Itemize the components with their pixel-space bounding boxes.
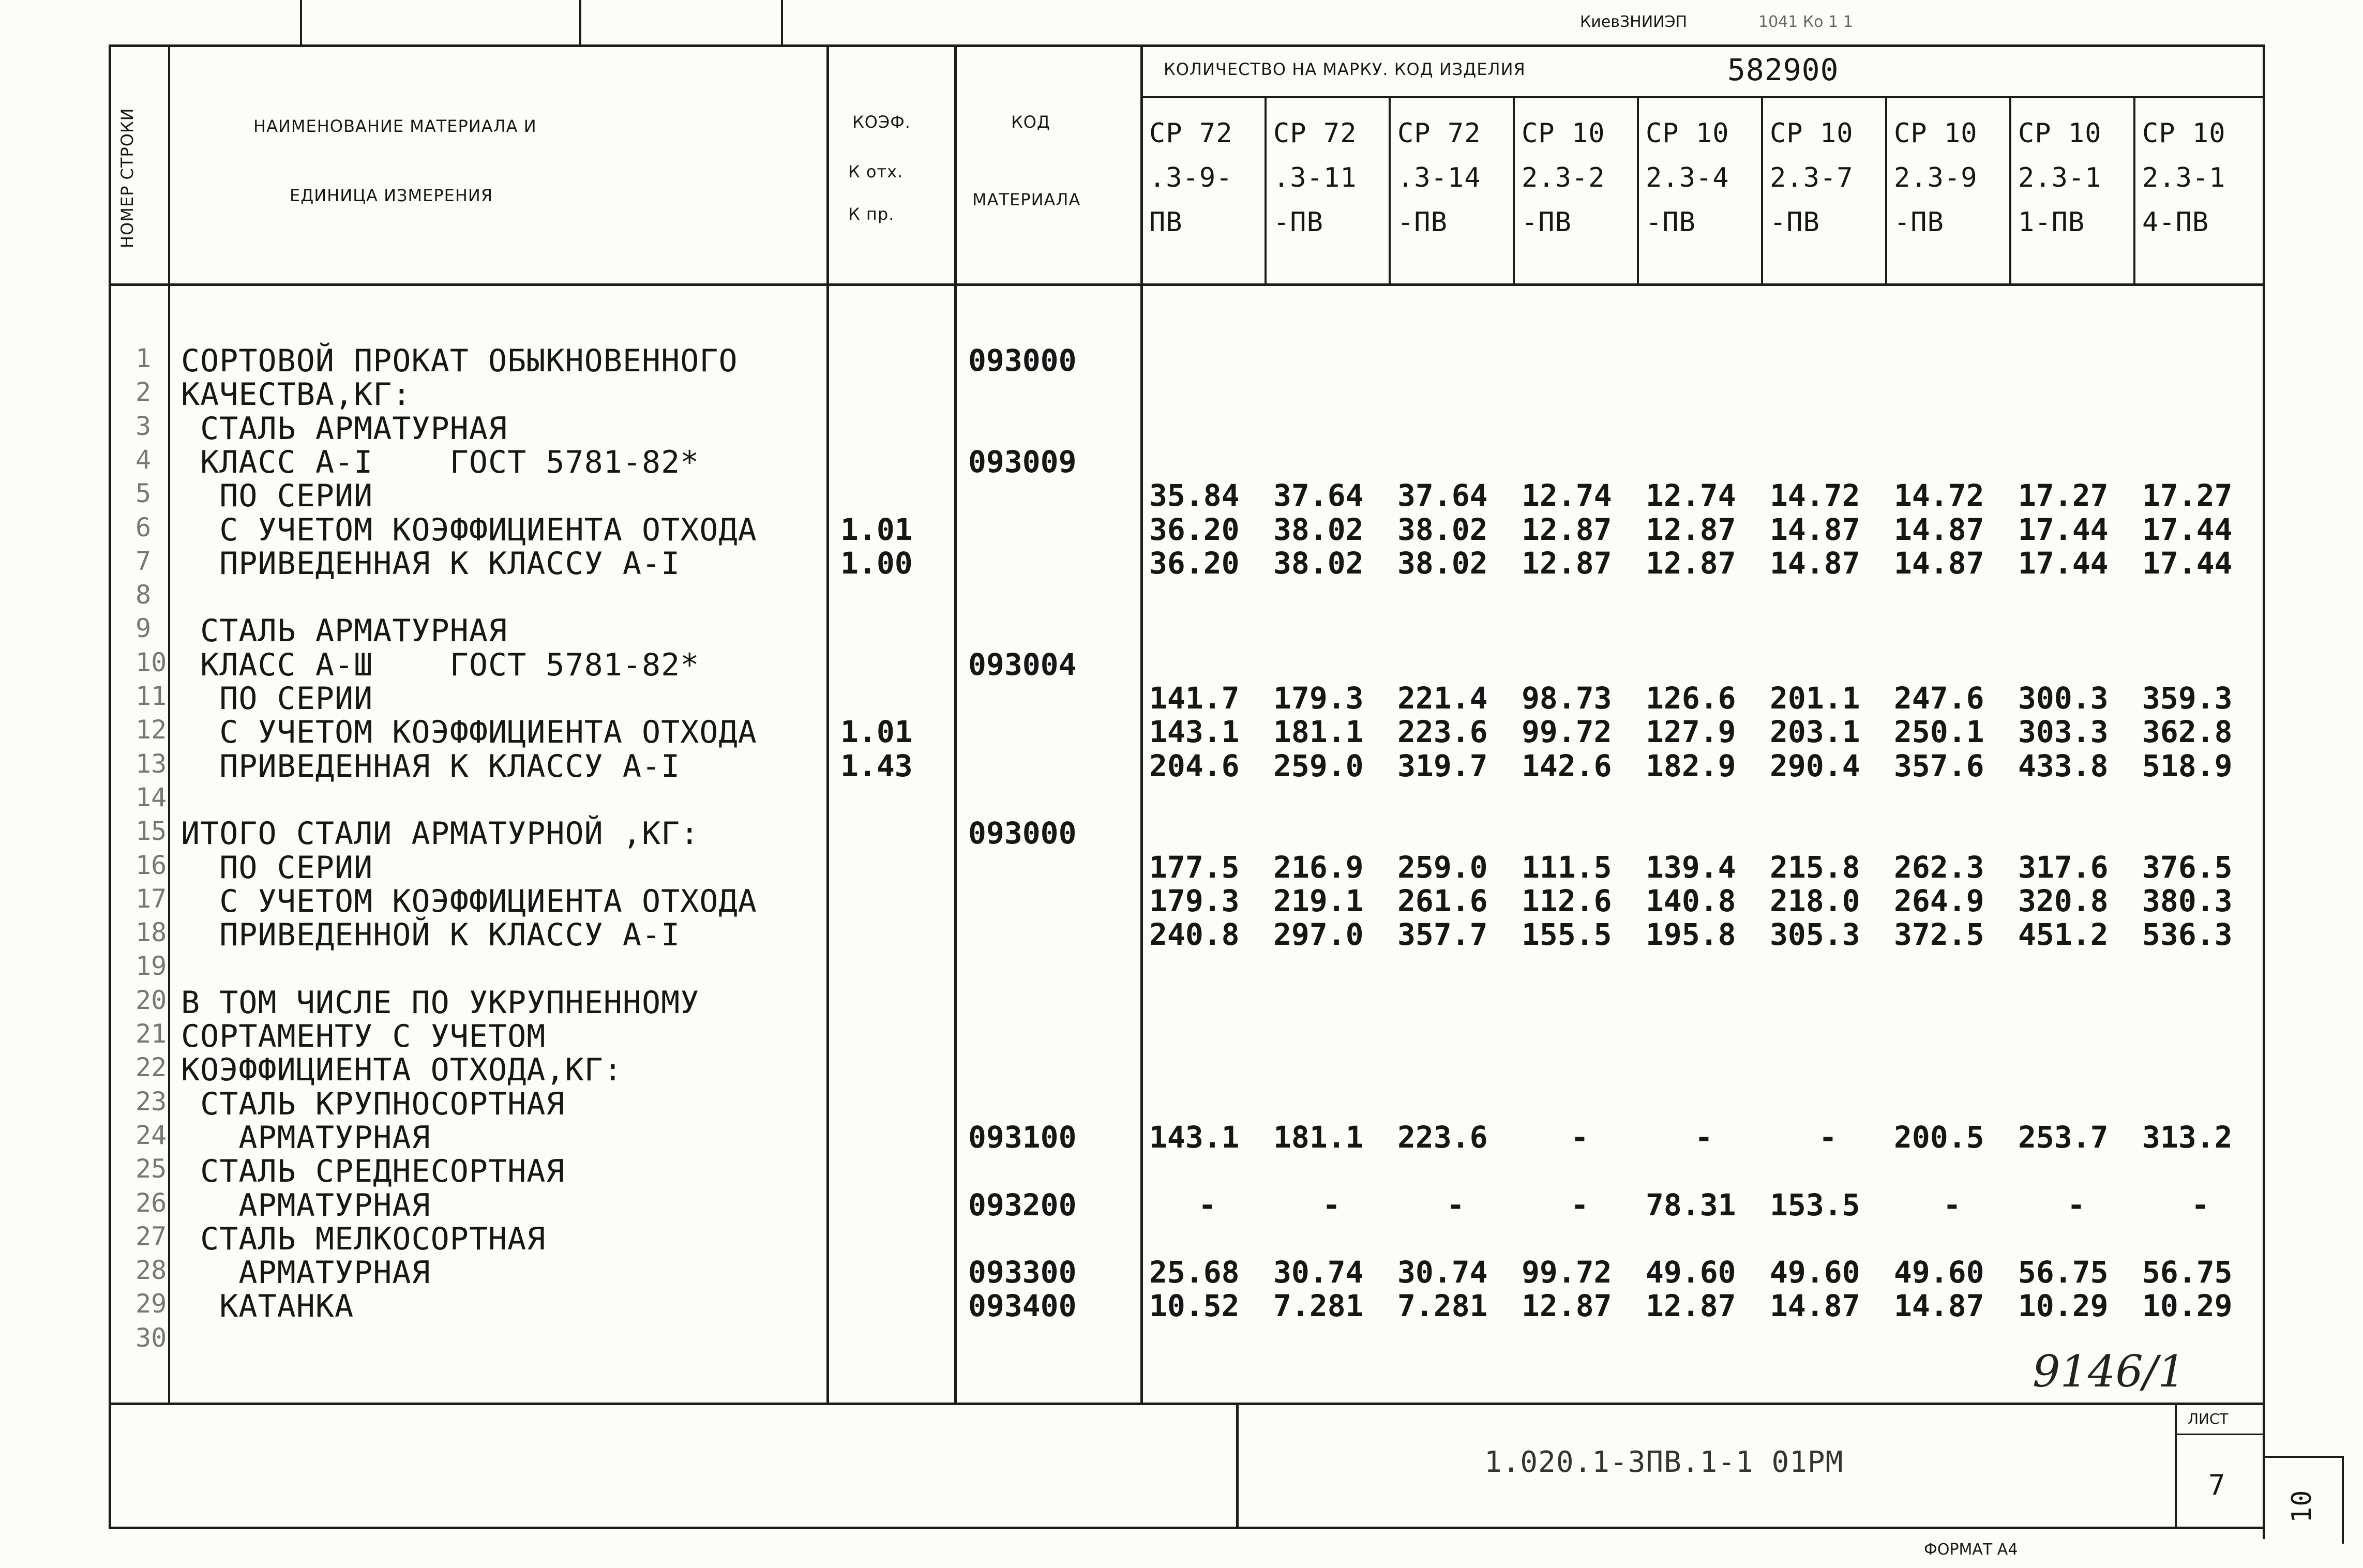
quantity-cell: 14.87 — [1894, 546, 1984, 581]
quantity-cell: 17.44 — [2018, 546, 2109, 581]
quantity-header: КОЛИЧЕСТВО НА МАРКУ. КОД ИЗДЕЛИЯ — [1164, 59, 1526, 79]
quantity-cell: - — [1322, 1187, 1341, 1223]
line-number: 25 — [136, 1154, 167, 1184]
line-number: 2 — [136, 377, 152, 407]
quantity-cell: 201.1 — [1770, 681, 1860, 716]
line-number: 3 — [136, 411, 152, 441]
quantity-cell: 10.52 — [1149, 1288, 1240, 1323]
material-code: 093100 — [968, 1120, 1077, 1155]
quantity-cell: 177.5 — [1149, 850, 1240, 885]
sheet-label: ЛИСТ — [2188, 1410, 2229, 1427]
line-number: 19 — [136, 951, 167, 981]
binding-tick — [781, 0, 783, 47]
line-number: 24 — [136, 1120, 167, 1150]
material-name: СОРТОВОЙ ПРОКАТ ОБЫКНОВЕННОГО — [181, 343, 738, 379]
material-name: ПРИВЕДЕННАЯ К КЛАССУ А-I — [181, 748, 681, 785]
material-name: ПРИВЕДЕННОЙ К КЛАССУ А-I — [181, 917, 681, 953]
col-divider — [954, 44, 957, 1405]
material-name: КАЧЕСТВА,КГ: — [181, 376, 412, 413]
quantity-cell: - — [1819, 1120, 1837, 1155]
mark-divider — [2009, 96, 2011, 283]
header-bottom — [109, 283, 2263, 286]
quantity-cell: 372.5 — [1894, 917, 1984, 952]
side-box-top — [2265, 1456, 2343, 1458]
mark-header-5-line-2: 2.3-4 — [1646, 162, 1729, 193]
quantity-cell: 7.281 — [1273, 1288, 1364, 1323]
mark-header-7-line-2: 2.3-9 — [1894, 162, 1978, 193]
quantity-cell: 317.6 — [2018, 850, 2109, 885]
quantity-cell: 111.5 — [1522, 850, 1612, 885]
quantity-cell: 17.27 — [2142, 478, 2233, 513]
line-number: 4 — [136, 445, 152, 475]
line-number: 10 — [136, 647, 167, 677]
format-label: ФОРМАТ А4 — [1924, 1541, 2018, 1559]
line-number: 8 — [136, 580, 152, 610]
quantity-cell: 518.9 — [2142, 748, 2233, 783]
quantity-cell: 319.7 — [1397, 748, 1488, 783]
quantity-cell: 14.87 — [1894, 1288, 1984, 1323]
material-code: 093009 — [968, 444, 1077, 479]
material-name: АРМАТУРНАЯ — [181, 1255, 431, 1291]
side-box-right — [2342, 1456, 2344, 1544]
quantity-cell: 303.3 — [2018, 714, 2109, 749]
quantity-cell: 14.87 — [1894, 512, 1984, 547]
quantity-cell: 7.281 — [1397, 1288, 1488, 1323]
quantity-cell: 38.02 — [1397, 512, 1488, 547]
mark-header-6-line-1: СР 10 — [1770, 118, 1854, 149]
quantity-cell: 376.5 — [2142, 850, 2233, 885]
col-divider — [826, 44, 829, 1405]
material-name: КОЭФФИЦИЕНТА ОТХОДА,КГ: — [181, 1052, 623, 1088]
mark-header-6-line-3: -ПВ — [1770, 207, 1820, 238]
quantity-cell: 14.72 — [1894, 478, 1984, 513]
mark-header-9-line-1: СР 10 — [2142, 118, 2226, 149]
quantity-cell: 219.1 — [1273, 883, 1364, 918]
mark-header-6-line-2: 2.3-7 — [1770, 162, 1854, 193]
quantity-cell: 17.44 — [2018, 512, 2109, 547]
quantity-cell: 179.3 — [1149, 883, 1240, 918]
quantity-cell: 142.6 — [1522, 748, 1612, 783]
mark-divider — [1885, 96, 1887, 283]
footer-top-line — [109, 1403, 2263, 1405]
material-name: В ТОМ ЧИСЛЕ ПО УКРУПНЕННОМУ — [181, 985, 700, 1021]
quantity-cell: 35.84 — [1149, 478, 1240, 513]
line-number: 16 — [136, 850, 167, 880]
handwritten-number: 9146/1 — [2033, 1346, 2186, 1397]
mark-header-9-line-3: 4-ПВ — [2142, 207, 2209, 238]
line-number: 22 — [136, 1052, 167, 1082]
coef-header: КОЭФ. — [852, 112, 911, 132]
quantity-cell: 179.3 — [1273, 681, 1364, 716]
quantity-cell: 195.8 — [1646, 917, 1736, 952]
frame-right — [2263, 44, 2265, 1539]
coef-k1: К отх. — [848, 162, 904, 182]
line-number: 20 — [136, 985, 167, 1015]
material-name: СТАЛЬ СРЕДНЕСОРТНАЯ — [181, 1153, 565, 1189]
quantity-cell: 49.60 — [1646, 1255, 1736, 1290]
quantity-cell: 451.2 — [2018, 917, 2109, 952]
line-number: 27 — [136, 1222, 167, 1252]
quantity-cell: 25.68 — [1149, 1255, 1240, 1290]
material-name-header-2: ЕДИНИЦА ИЗМЕРЕНИЯ — [290, 186, 493, 205]
material-name: СТАЛЬ МЕЛКОСОРТНАЯ — [181, 1221, 546, 1257]
quantity-cell: - — [1198, 1187, 1216, 1223]
material-code: 093000 — [968, 816, 1077, 851]
line-number: 15 — [136, 816, 167, 846]
quantity-cell: 37.64 — [1397, 478, 1488, 513]
quantity-cell: 56.75 — [2018, 1255, 2109, 1290]
quantity-cell: 36.20 — [1149, 512, 1240, 547]
footer-divider — [1236, 1403, 1239, 1528]
material-code: 093000 — [968, 343, 1077, 378]
quantity-header-line — [1140, 96, 2263, 98]
frame-bottom — [109, 1527, 2265, 1529]
quantity-cell: 38.02 — [1273, 546, 1364, 581]
quantity-cell: 223.6 — [1397, 714, 1488, 749]
quantity-cell: 127.9 — [1646, 714, 1736, 749]
quantity-cell: 218.0 — [1770, 883, 1860, 918]
coefficient: 1.00 — [840, 546, 913, 581]
frame-top — [109, 44, 2263, 47]
material-name: ПО СЕРИИ — [181, 850, 373, 886]
code-header: КОД — [1011, 112, 1050, 132]
quantity-cell: 12.87 — [1646, 546, 1736, 581]
mark-header-7-line-3: -ПВ — [1894, 207, 1944, 238]
quantity-cell: 264.9 — [1894, 883, 1984, 918]
material-name: СОРТАМЕНТУ С УЧЕТОМ — [181, 1018, 546, 1054]
mark-header-8-line-3: 1-ПВ — [2018, 207, 2085, 238]
quantity-cell: 38.02 — [1273, 512, 1364, 547]
quantity-cell: 17.44 — [2142, 512, 2233, 547]
line-number: 13 — [136, 749, 167, 779]
line-number: 17 — [136, 884, 167, 914]
col-divider — [1140, 44, 1143, 1405]
quantity-cell: 14.87 — [1770, 1288, 1860, 1323]
mark-divider — [2133, 96, 2135, 283]
mark-divider — [1389, 96, 1391, 283]
quantity-cell: 14.72 — [1770, 478, 1860, 513]
mark-header-4-line-2: 2.3-2 — [1522, 162, 1605, 193]
quantity-cell: 320.8 — [2018, 883, 2109, 918]
line-number: 12 — [136, 715, 167, 745]
material-name: АРМАТУРНАЯ — [181, 1187, 431, 1224]
quantity-cell: 49.60 — [1770, 1255, 1860, 1290]
quantity-cell: 200.5 — [1894, 1120, 1984, 1155]
quantity-cell: 14.87 — [1770, 546, 1860, 581]
quantity-cell: 12.87 — [1522, 546, 1612, 581]
quantity-cell: 204.6 — [1149, 748, 1240, 783]
quantity-cell: - — [1695, 1120, 1713, 1155]
quantity-cell: - — [2067, 1187, 2085, 1223]
quantity-cell: 99.72 — [1522, 714, 1612, 749]
quantity-cell: - — [2191, 1187, 2209, 1223]
col-divider — [168, 44, 170, 1405]
quantity-cell: 112.6 — [1522, 883, 1612, 918]
line-number: 1 — [136, 343, 152, 373]
quantity-cell: 98.73 — [1522, 681, 1612, 716]
line-number: 29 — [136, 1289, 167, 1319]
mark-header-1-line-2: .3-9- — [1149, 162, 1233, 193]
material-name: СТАЛЬ АРМАТУРНАЯ — [181, 411, 508, 447]
mark-divider — [1761, 96, 1763, 283]
material-name: С УЧЕТОМ КОЭФФИЦИЕНТА ОТХОДА — [181, 714, 757, 750]
material-name: КАТАНКА — [181, 1288, 354, 1324]
quantity-cell: 305.3 — [1770, 917, 1860, 952]
quantity-cell: 30.74 — [1273, 1255, 1364, 1290]
quantity-cell: 140.8 — [1646, 883, 1736, 918]
line-number: 11 — [136, 681, 167, 711]
binding-tick — [300, 0, 302, 47]
quantity-cell: 143.1 — [1149, 1120, 1240, 1155]
quantity-cell: 17.44 — [2142, 546, 2233, 581]
quantity-cell: 38.02 — [1397, 546, 1488, 581]
quantity-cell: 153.5 — [1770, 1187, 1860, 1223]
line-number: 23 — [136, 1087, 167, 1117]
sheet-box-left — [2175, 1403, 2177, 1528]
quantity-cell: 357.6 — [1894, 748, 1984, 783]
mark-header-3-line-3: -ПВ — [1397, 207, 1448, 238]
material-name: ИТОГО СТАЛИ АРМАТУРНОЙ ,КГ: — [181, 816, 700, 852]
quantity-cell: - — [1447, 1187, 1465, 1223]
line-number: 26 — [136, 1188, 167, 1218]
line-number: 5 — [136, 478, 152, 508]
coefficient: 1.43 — [840, 748, 913, 783]
quantity-cell: 12.87 — [1646, 1288, 1736, 1323]
coefficient: 1.01 — [840, 714, 913, 749]
side-number: 10 — [2286, 1489, 2317, 1523]
coefficient: 1.01 — [840, 512, 913, 547]
mark-header-2-line-2: .3-11 — [1273, 162, 1357, 193]
coef-k2: К пр. — [848, 204, 895, 224]
mark-divider — [1513, 96, 1515, 283]
material-name: ПРИВЕДЕННАЯ К КЛАССУ А-I — [181, 546, 681, 582]
material-name: СТАЛЬ КРУПНОСОРТНАЯ — [181, 1086, 565, 1122]
mark-header-1-line-1: СР 72 — [1149, 118, 1233, 149]
mark-header-5-line-1: СР 10 — [1646, 118, 1729, 149]
quantity-cell: 221.4 — [1397, 681, 1488, 716]
mark-header-9-line-2: 2.3-1 — [2142, 162, 2226, 193]
quantity-cell: 155.5 — [1522, 917, 1612, 952]
quantity-cell: 56.75 — [2142, 1255, 2233, 1290]
stamp-scribble: 1041 Ко 1 1 — [1758, 13, 1853, 31]
sheet-number: 7 — [2208, 1469, 2226, 1501]
material-code: 093004 — [968, 647, 1077, 682]
line-number: 9 — [136, 613, 152, 643]
quantity-cell: - — [1571, 1120, 1589, 1155]
mark-header-4-line-3: -ПВ — [1522, 207, 1572, 238]
quantity-cell: 12.87 — [1646, 512, 1736, 547]
quantity-cell: 253.7 — [2018, 1120, 2109, 1155]
material-name: КЛАСС А-Ш ГОСТ 5781-82* — [181, 647, 700, 683]
quantity-cell: 181.1 — [1273, 1120, 1364, 1155]
material-name: С УЧЕТОМ КОЭФФИЦИЕНТА ОТХОДА — [181, 512, 757, 548]
mark-header-8-line-1: СР 10 — [2018, 118, 2102, 149]
quantity-cell: 139.4 — [1646, 850, 1736, 885]
quantity-cell: 259.0 — [1273, 748, 1364, 783]
line-number: 30 — [136, 1323, 167, 1353]
quantity-cell: 12.87 — [1522, 1288, 1612, 1323]
frame-left — [109, 44, 111, 1529]
material-code: 093200 — [968, 1187, 1077, 1223]
quantity-cell: 49.60 — [1894, 1255, 1984, 1290]
quantity-cell: 126.6 — [1646, 681, 1736, 716]
quantity-cell: 10.29 — [2018, 1288, 2109, 1323]
quantity-cell: 99.72 — [1522, 1255, 1612, 1290]
quantity-cell: 181.1 — [1273, 714, 1364, 749]
mark-header-5-line-3: -ПВ — [1646, 207, 1696, 238]
quantity-cell: 12.87 — [1522, 512, 1612, 547]
quantity-cell: 433.8 — [2018, 748, 2109, 783]
quantity-cell: 215.8 — [1770, 850, 1860, 885]
mark-divider — [1637, 96, 1639, 283]
quantity-cell: - — [1943, 1187, 1961, 1223]
quantity-cell: 297.0 — [1273, 917, 1364, 952]
quantity-cell: 203.1 — [1770, 714, 1860, 749]
quantity-cell: 12.74 — [1646, 478, 1736, 513]
quantity-cell: 216.9 — [1273, 850, 1364, 885]
sheet-box-line — [2175, 1434, 2263, 1435]
quantity-cell: 290.4 — [1770, 748, 1860, 783]
quantity-cell: 17.27 — [2018, 478, 2109, 513]
quantity-cell: 36.20 — [1149, 546, 1240, 581]
org-stamp: КиевЗНИИЭП — [1580, 13, 1688, 31]
quantity-cell: 240.8 — [1149, 917, 1240, 952]
quantity-cell: 182.9 — [1646, 748, 1736, 783]
quantity-cell: 380.3 — [2142, 883, 2233, 918]
quantity-cell: 262.3 — [1894, 850, 1984, 885]
quantity-cell: 313.2 — [2142, 1120, 2233, 1155]
quantity-cell: 250.1 — [1894, 714, 1984, 749]
quantity-cell: 30.74 — [1397, 1255, 1488, 1290]
mark-header-8-line-2: 2.3-1 — [2018, 162, 2102, 193]
line-number: 7 — [136, 546, 152, 576]
binding-tick — [579, 0, 581, 47]
mark-header-3-line-1: СР 72 — [1397, 118, 1481, 149]
line-number: 6 — [136, 512, 152, 542]
material-name: АРМАТУРНАЯ — [181, 1120, 431, 1156]
mark-header-7-line-1: СР 10 — [1894, 118, 1978, 149]
mark-header-4-line-1: СР 10 — [1522, 118, 1605, 149]
quantity-cell: 261.6 — [1397, 883, 1488, 918]
material-name-header-1: НАИМЕНОВАНИЕ МАТЕРИАЛА И — [253, 116, 537, 136]
line-number: 28 — [136, 1255, 167, 1285]
quantity-cell: 141.7 — [1149, 681, 1240, 716]
row-number-header: НОМЕР СТРОКИ — [117, 108, 137, 248]
quantity-cell: 362.8 — [2142, 714, 2233, 749]
mark-divider — [1265, 96, 1267, 283]
quantity-cell: 259.0 — [1397, 850, 1488, 885]
quantity-cell: 300.3 — [2018, 681, 2109, 716]
mark-header-2-line-3: -ПВ — [1273, 207, 1323, 238]
material-name: С УЧЕТОМ КОЭФФИЦИЕНТА ОТХОДА — [181, 883, 757, 919]
line-number: 14 — [136, 782, 167, 812]
quantity-cell: 357.7 — [1397, 917, 1488, 952]
quantity-cell: - — [1571, 1187, 1589, 1223]
material-name: КЛАСС А-I ГОСТ 5781-82* — [181, 444, 700, 480]
material-name: СТАЛЬ АРМАТУРНАЯ — [181, 613, 508, 649]
mark-header-1-line-3: ПВ — [1149, 207, 1183, 238]
material-name: ПО СЕРИИ — [181, 681, 373, 717]
quantity-cell: 78.31 — [1646, 1187, 1736, 1223]
code-sub-header: МАТЕРИАЛА — [972, 190, 1081, 209]
quantity-cell: 359.3 — [2142, 681, 2233, 716]
document-code: 1.020.1-3ПВ.1-1 01РМ — [1484, 1445, 1844, 1479]
quantity-cell: 12.74 — [1522, 478, 1612, 513]
quantity-cell: 223.6 — [1397, 1120, 1488, 1155]
line-number: 21 — [136, 1019, 167, 1049]
quantity-cell: 10.29 — [2142, 1288, 2233, 1323]
material-code: 093300 — [968, 1255, 1077, 1290]
quantity-cell: 143.1 — [1149, 714, 1240, 749]
material-name: ПО СЕРИИ — [181, 478, 373, 514]
quantity-cell: 247.6 — [1894, 681, 1984, 716]
quantity-cell: 536.3 — [2142, 917, 2233, 952]
quantity-cell: 14.87 — [1770, 512, 1860, 547]
material-code: 093400 — [968, 1288, 1077, 1323]
quantity-cell: 37.64 — [1273, 478, 1364, 513]
line-number: 18 — [136, 917, 167, 947]
mark-header-3-line-2: .3-14 — [1397, 162, 1481, 193]
mark-header-2-line-1: СР 72 — [1273, 118, 1357, 149]
product-code: 582900 — [1727, 52, 1839, 87]
